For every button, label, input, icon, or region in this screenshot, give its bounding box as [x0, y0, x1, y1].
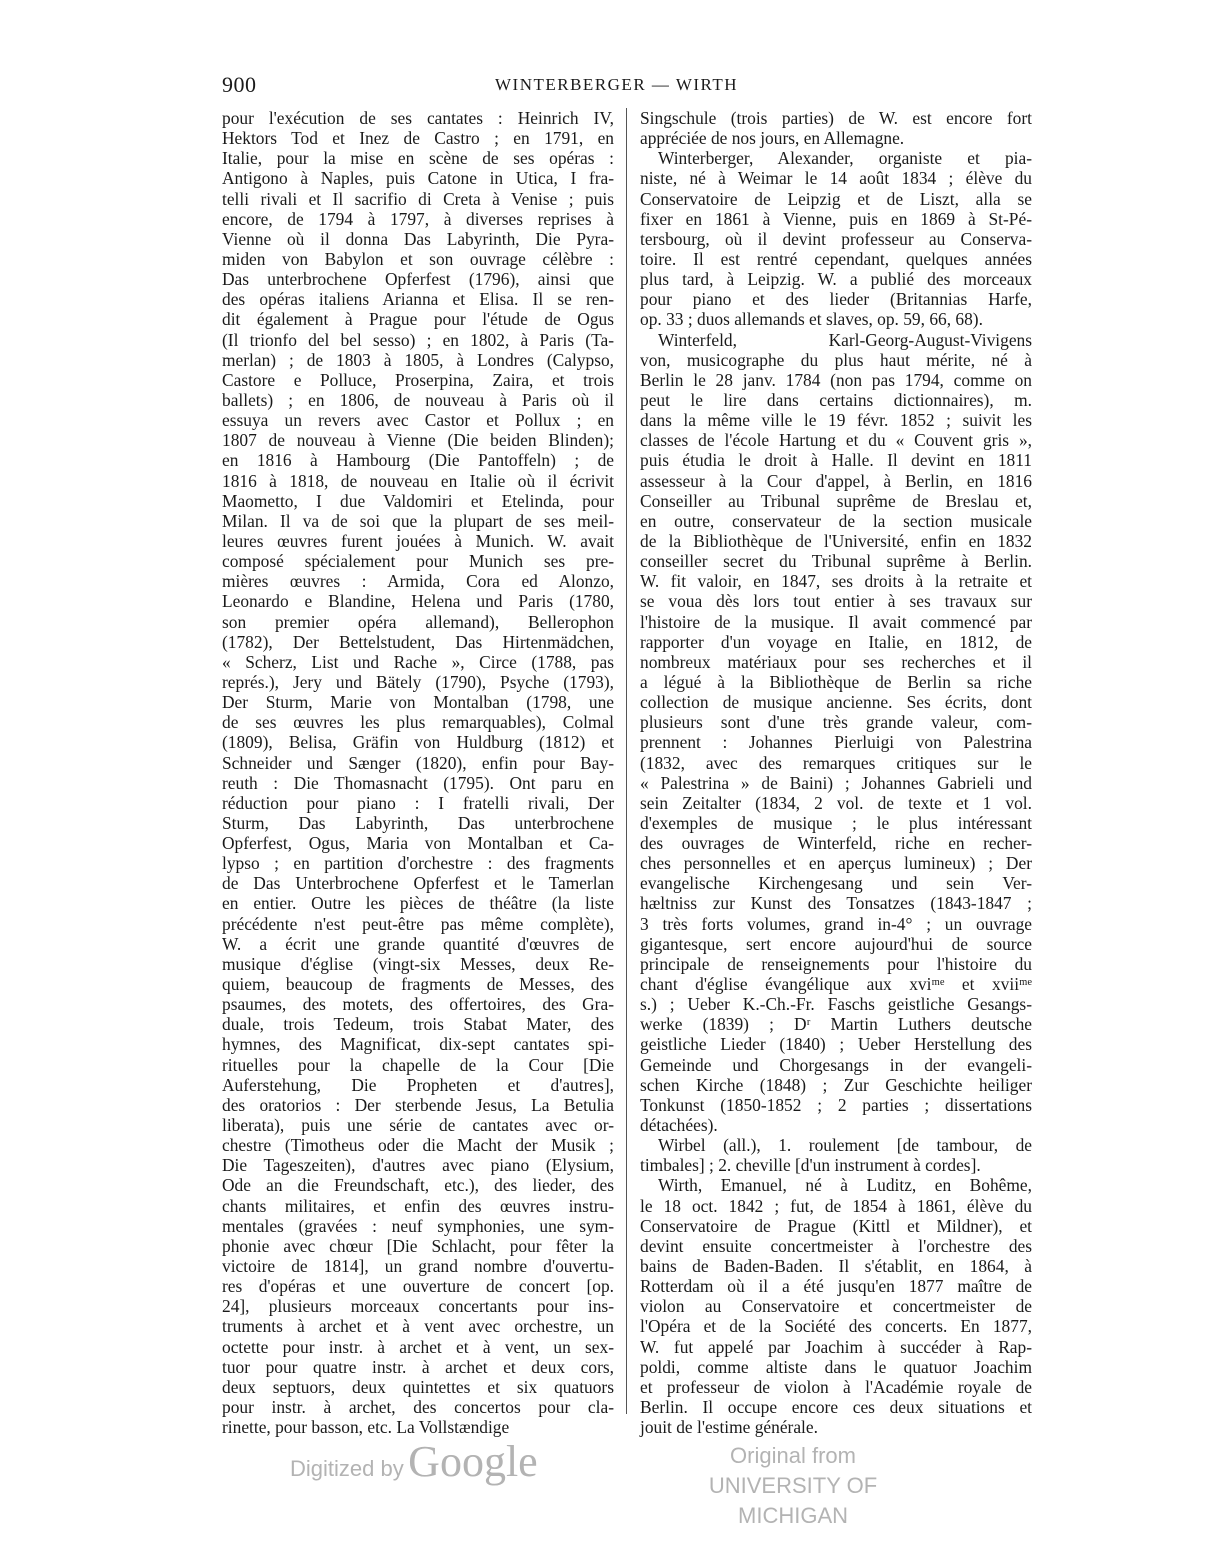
text-line: leures œuvres furent jouées à Munich. W. avait — [222, 530, 614, 551]
text-line: appréciée de nos jours, en Allemagne. — [640, 128, 905, 149]
text-line: réduction pour piano : I fratelli rivali, Der — [222, 792, 614, 813]
text-line: ballets) ; en 1806, de nouveau à Paris où il — [222, 389, 614, 410]
text-line: Ode an die Freundschaft, etc.), des lieder, des — [222, 1175, 614, 1196]
text-line: classes de l'école Hartung et du « Couvent gris », — [640, 430, 1032, 451]
text-line: Singschule (trois parties) de W. est encore fort — [640, 108, 1032, 128]
text-line: rituelles pour la chapelle de la Cour [Die — [222, 1054, 614, 1075]
text-line: représ.), Jery und Bätely (1790), Psyche (1793), — [222, 671, 614, 692]
text-line: (1782), Der Bettelstudent, Das Hirtenmädchen, — [222, 631, 614, 652]
text-line: (1809), Belisa, Gräfin von Huldburg (1812) et — [222, 732, 614, 753]
text-line: werke (1839) ; Dʳ Martin Luthers deutsche — [640, 1014, 1032, 1035]
text-line: Rotterdam où il a été jusqu'en 1877 maître de — [640, 1276, 1032, 1297]
text-line: Winterfeld, Karl-Georg-August-Vivigens — [658, 329, 1032, 350]
text-line: « Palestrina » de Baini) ; Johannes Gabrieli und — [640, 772, 1032, 793]
text-line: en entier. Outre les pièces de théâtre (la liste — [222, 893, 614, 914]
original-from-label: Original from — [730, 1443, 856, 1468]
text-line: 24], plusieurs morceaux concertants pour ins- — [222, 1296, 614, 1317]
text-line: Schneider und Sænger (1820), enfin pour Bay- — [222, 752, 614, 773]
text-line: duale, trois Tedeum, trois Stabat Mater, des — [222, 1014, 614, 1035]
text-line: rinette, pour basson, etc. La Vollstændige — [222, 1417, 510, 1438]
text-line: Wirth, Emanuel, né à Luditz, en Bohême, — [658, 1175, 1032, 1196]
text-line: niste, né à Weimar le 14 août 1834 ; élève du — [640, 168, 1032, 189]
text-line: merlan) ; de 1803 à 1805, à Londres (Calypso, — [222, 349, 614, 370]
text-line: Opferfest, Ogus, Maria von Montalban et Ca- — [222, 833, 614, 854]
original-from-watermark — [668, 1441, 918, 1531]
text-line: 3 très forts volumes, grand in-4° ; un ouvrage — [640, 913, 1032, 934]
text-line: W. fut appelé par Joachim à succéder à Rap- — [640, 1336, 1032, 1357]
digitized-by-watermark — [290, 1436, 538, 1487]
text-line: détachées). — [640, 1115, 718, 1136]
text-line: « Scherz, List und Rache », Circe (1788, pas — [222, 651, 614, 672]
text-line: pour l'exécution de ses cantates : Heinrich IV, — [222, 108, 614, 128]
text-line: deux septuors, deux quintettes et six quatuors — [222, 1376, 614, 1397]
text-line: de ses œuvres les plus remarquables), Colmal — [222, 712, 614, 733]
text-line: se voua dès lors tout entier à ses travaux sur — [640, 591, 1032, 612]
text-line: mières œuvres : Armida, Cora ed Alonzo, — [222, 571, 614, 592]
text-line: phonie avec chœur [Die Schlacht, pour fêter la — [222, 1235, 614, 1256]
text-line: (1832, avec des remarques critiques sur le — [640, 752, 1032, 773]
text-line: psaumes, des motets, des offertoires, des Gra- — [222, 994, 614, 1015]
text-line: Antigono à Naples, puis Catone in Utica, I fra- — [222, 168, 614, 189]
text-line: chestre (Timotheus oder die Macht der Musik ; — [222, 1135, 614, 1156]
text-line: fixer en 1861 à Vienne, puis en 1869 à St-Pé- — [640, 208, 1032, 229]
text-line: encore, de 1794 à 1797, à diverses reprises à — [222, 208, 614, 229]
text-line: Winterberger, Alexander, organiste et pia- — [658, 148, 1032, 169]
text-line: essuya un revers avec Castor et Pollux ; en — [222, 410, 614, 431]
text-line: plus tard, à Leipzig. W. a publié des morceaux — [640, 269, 1032, 290]
text-line: Hektors Tod et Inez de Castro ; en 1791, en — [222, 128, 614, 149]
text-line: assesseur à la Cour d'appel, à Berlin, en 1816 — [640, 470, 1032, 491]
text-line: Maometto, I due Valdomiri et Etelinda, pour — [222, 490, 614, 511]
text-line: en 1816 à Hambourg (Die Pantoffeln) ; de — [222, 450, 614, 471]
text-line: Italie, pour la mise en scène de ses opéras : — [222, 148, 614, 169]
text-line: schen Kirche (1848) ; Zur Geschichte heiliger — [640, 1074, 1032, 1095]
text-line: miden von Babylon et son ouvrage célèbre : — [222, 248, 614, 269]
text-line: hæltniss zur Kunst des Tonsatzes (1843-1847 ; — [640, 893, 1032, 914]
text-line: collection de musique ancienne. Ses écrits, dont — [640, 692, 1032, 713]
text-line: reuth : Die Thomasnacht (1795). Ont paru en — [222, 772, 614, 793]
text-line: et professeur de violon à l'Académie royale de — [640, 1376, 1032, 1397]
text-line: l'Opéra et de la Société des concerts. En 1877, — [640, 1316, 1032, 1337]
text-line: dans la même ville le 19 févr. 1852 ; suivit les — [640, 410, 1032, 431]
google-wordmark: Google — [408, 1437, 538, 1486]
text-line: Conseiller au Tribunal suprême de Breslau et, — [640, 490, 1032, 511]
text-line: Auferstehung, Die Propheten et d'autres], — [222, 1074, 614, 1095]
digitized-prefix: Digitized by — [290, 1456, 404, 1481]
text-line: liberata), puis une série de cantates avec or- — [222, 1115, 614, 1136]
text-line: des opéras italiens Arianna et Elisa. Il se ren- — [222, 289, 614, 310]
text-line: gigantesque, sert encore aujourd'hui de source — [640, 933, 1032, 954]
text-line: violon au Conservatoire et concertmeister de — [640, 1296, 1032, 1317]
text-line: mentales (gravées : neuf symphonies, une sym- — [222, 1215, 614, 1236]
text-line: von, musicographe du plus haut mérite, né à — [640, 349, 1032, 370]
text-line: peut le lire dans certains dictionnaires), m. — [640, 389, 1032, 410]
text-line: d'exemples de musique ; le plus intéressant — [640, 812, 1032, 833]
text-line: Castore e Polluce, Proserpina, Zaira, et trois — [222, 369, 614, 390]
text-line: le 18 oct. 1842 ; fut, de 1854 à 1861, élève du — [640, 1195, 1032, 1216]
text-line: Sturm, Das Labyrinth, Das unterbrochene — [222, 812, 614, 833]
text-line: geistliche Lieder (1840) ; Ueber Herstellung des — [640, 1034, 1032, 1055]
text-line: nombreux matériaux pour ses recherches et il — [640, 651, 1032, 672]
text-line: bains de Baden-Baden. Il s'établit, en 1864, à — [640, 1256, 1032, 1277]
text-line: hymnes, des Magnificat, dix-sept cantates spi- — [222, 1034, 614, 1055]
text-line: poldi, comme altiste dans le quatuor Joachim — [640, 1356, 1032, 1377]
page-number: 900 — [222, 72, 257, 97]
text-line: quiem, beaucoup de fragments de Messes, des — [222, 974, 614, 995]
text-line: (Il trionfo del bel sesso) ; en 1802, à Paris (Ta- — [222, 329, 614, 350]
text-line: victoire de 1814], un grand nombre d'ouvertu- — [222, 1256, 614, 1277]
text-line: Leonardo e Blandine, Helena und Paris (1780, — [222, 591, 614, 612]
text-line: telli rivali et Il sacrifio di Creta à Venise ; puis — [222, 188, 614, 209]
text-line: de Das Unterbrochene Opferfest et le Tamerlan — [222, 873, 614, 894]
text-line: de la Bibliothèque de l'Université, enfin en 1832 — [640, 530, 1032, 551]
text-line: en outre, conservateur de la section musicale — [640, 510, 1032, 531]
text-line: principale de renseignements pour l'histoire du — [640, 953, 1032, 974]
text-line: Die Tageszeiten), d'autres avec piano (Elysium, — [222, 1155, 614, 1176]
text-line: des ouvrages de Winterfeld, riche en recher- — [640, 833, 1032, 854]
text-line: Das unterbrochene Opferfest (1796), ainsi que — [222, 269, 614, 290]
text-line: son premier opéra allemand), Bellerophon — [222, 611, 614, 632]
text-line: Berlin. Il occupe encore ces deux situations et — [640, 1397, 1032, 1417]
text-line: composé spécialement pour Munich ses pre- — [222, 551, 614, 572]
text-line: pour instr. à archet, des concertos pour cla- — [222, 1397, 614, 1417]
column-divider — [626, 108, 627, 1414]
text-line: prennent : Johannes Pierluigi von Palestrina — [640, 732, 1032, 753]
text-line: précédente n'est peut-être pas même complète), — [222, 913, 614, 934]
text-line: lypso ; en partition d'orchestre : des fragments — [222, 853, 614, 874]
text-line: Vienne où il donna Das Labyrinth, Die Pyra- — [222, 228, 614, 249]
text-line: W. fit valoir, en 1847, ses droits à la retraite et — [640, 571, 1032, 592]
text-line: s.) ; Ueber K.-Ch.-Fr. Faschs geistliche Gesangs- — [640, 994, 1032, 1015]
text-line: plusieurs sont d'une très grande valeur, com- — [640, 712, 1032, 733]
text-line: jouit de l'estime générale. — [640, 1417, 818, 1438]
text-line: l'histoire de la musique. Il avait commencé par — [640, 611, 1032, 632]
text-line: a légué à la Bibliothèque de Berlin sa riche — [640, 671, 1032, 692]
text-line: 1807 de nouveau à Vienne (Die beiden Blinden); — [222, 430, 614, 451]
text-line: op. 33 ; duos allemands et slaves, op. 59, 66, 68). — [640, 309, 983, 330]
text-line: Berlin le 28 janv. 1784 (non pas 1794, comme on — [640, 369, 1032, 390]
text-line: conseiller secret du Tribunal suprême à Berlin. — [640, 551, 1032, 572]
text-line: evangelische Kirchengesang und sein Ver- — [640, 873, 1032, 894]
text-line: 1816 à 1818, de nouveau en Italie où il écrivit — [222, 470, 614, 491]
text-line: octette pour instr. à archet et à vent, un sex- — [222, 1336, 614, 1357]
text-line: des oratorios : Der sterbende Jesus, La Betulia — [222, 1094, 614, 1115]
text-line: ches personnelles et en aperçus lumineux) ; Der — [640, 853, 1032, 874]
text-line: dit également à Prague pour l'étude de Ogus — [222, 309, 614, 330]
text-line: rapporter d'un voyage en Italie, en 1812, de — [640, 631, 1032, 652]
text-line: Gemeinde und Chorgesangs in der evangeli- — [640, 1054, 1032, 1075]
text-line: pour piano et des lieder (Britannias Harfe, — [640, 289, 1032, 310]
text-line: tersbourg, où il devint professeur au Conserva- — [640, 228, 1032, 249]
text-line: Conservatoire de Prague (Kittl et Mildner), et — [640, 1215, 1032, 1236]
left-text-column — [222, 108, 614, 1437]
running-head: WINTERBERGER — WIRTH — [495, 75, 739, 94]
text-line: timbales] ; 2. cheville [d'un instrument à cordes]. — [640, 1155, 981, 1176]
text-line: Tonkunst (1850-1852 ; 2 parties ; dissertations — [640, 1094, 1032, 1115]
text-line: W. a écrit une grande quantité d'œuvres de — [222, 933, 614, 954]
text-line: sein Zeitalter (1834, 2 vol. de texte et 1 vol. — [640, 792, 1032, 813]
text-line: musique d'église (vingt-six Messes, deux Re- — [222, 953, 614, 974]
text-line: Milan. Il va de soi que la plupart de ses meil- — [222, 510, 614, 531]
right-text-column — [640, 108, 1032, 1437]
text-line: devint ensuite concertmeister à l'orchestre des — [640, 1235, 1032, 1256]
institution-label: UNIVERSITY OF MICHIGAN — [708, 1473, 878, 1528]
text-line: chant d'église évangélique aux xviᵐᵉ et xviiᵐᵉ — [640, 974, 1032, 995]
text-line: Conservatoire de Leipzig et de Liszt, alla se — [640, 188, 1032, 209]
text-line: toire. Il est rentré cependant, quelques années — [640, 248, 1032, 269]
text-line: Wirbel (all.), 1. roulement [de tambour, de — [658, 1135, 1032, 1156]
text-line: truments à archet et à vent avec orchestre, un — [222, 1316, 614, 1337]
text-line: tuor pour quatre instr. à archet et deux cors, — [222, 1356, 614, 1377]
text-line: chants militaires, et enfin des œuvres instru- — [222, 1195, 614, 1216]
text-line: puis étudia le droit à Halle. Il devint en 1811 — [640, 450, 1032, 471]
text-line: Der Sturm, Marie von Montalban (1798, une — [222, 692, 614, 713]
text-line: res d'opéras et une ouverture de concert [op. — [222, 1276, 614, 1297]
